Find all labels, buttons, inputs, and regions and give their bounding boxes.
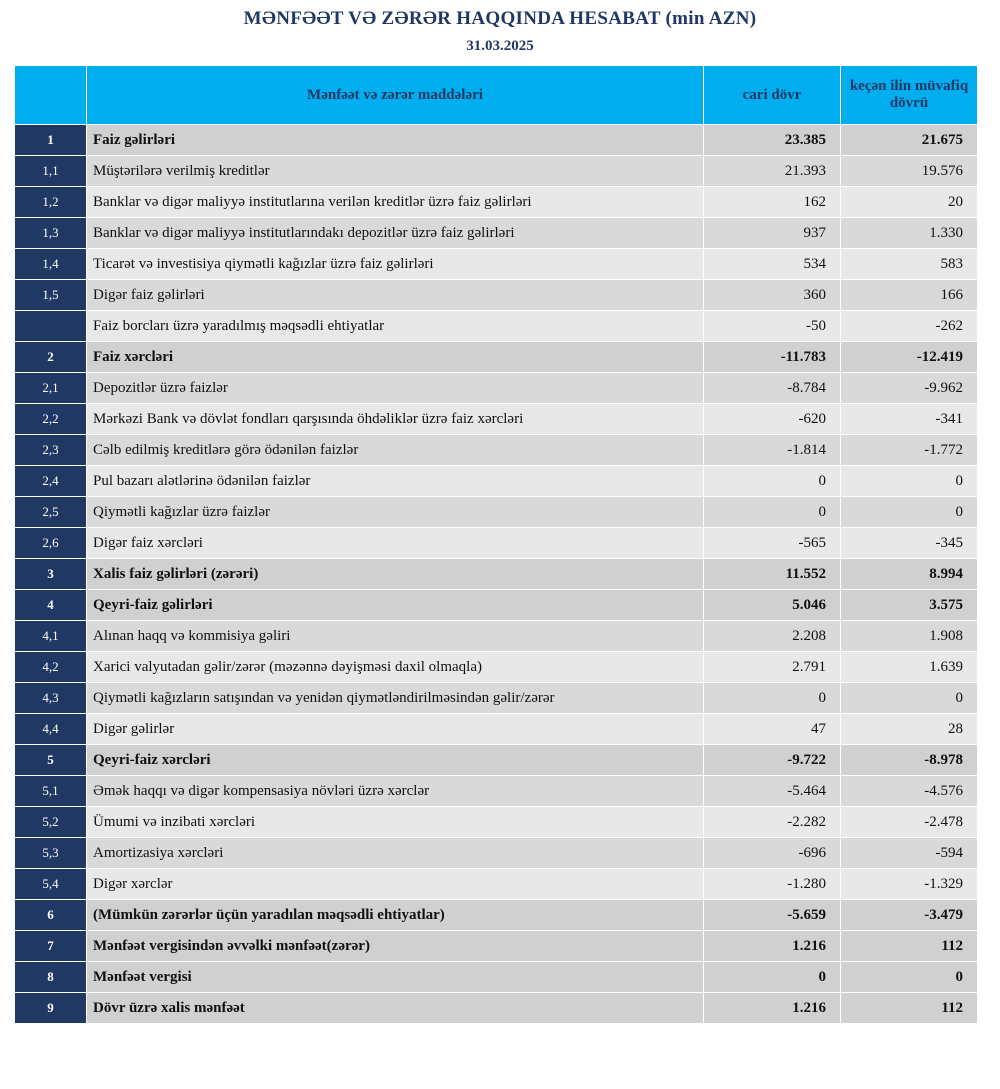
table-row bbox=[15, 745, 978, 776]
table-row bbox=[15, 993, 978, 1024]
row-value-current: -5.464 bbox=[704, 776, 841, 807]
row-label: Digər faiz xərcləri bbox=[87, 528, 704, 559]
row-value-current: -696 bbox=[704, 838, 841, 869]
row-value-previous: -3.479 bbox=[841, 900, 978, 931]
table-header bbox=[15, 66, 978, 125]
table-row bbox=[15, 900, 978, 931]
row-value-previous: 0 bbox=[841, 683, 978, 714]
table-row bbox=[15, 249, 978, 280]
row-value-current: 0 bbox=[704, 962, 841, 993]
row-label: Cəlb edilmiş kreditlərə görə ödənilən faizlər bbox=[87, 435, 704, 466]
table-body bbox=[15, 125, 978, 1024]
row-value-current: 0 bbox=[704, 466, 841, 497]
row-label: Faiz xərcləri bbox=[87, 342, 704, 373]
page-title: MƏNFƏƏT VƏ ZƏRƏR HAQQINDA HESABAT (min AZN) bbox=[243, 8, 757, 29]
row-value-current: 162 bbox=[704, 187, 841, 218]
table-row bbox=[15, 342, 978, 373]
row-label: Xalis faiz gəlirləri (zərəri) bbox=[87, 559, 704, 590]
row-label: Banklar və digər maliyyə institutlarındakı depozitlər üzrə faiz gəlirləri bbox=[87, 218, 704, 249]
row-label: Qeyri-faiz gəlirləri bbox=[87, 590, 704, 621]
row-value-previous: 19.576 bbox=[841, 156, 978, 187]
row-number: 1,2 bbox=[15, 187, 87, 218]
table-row bbox=[15, 156, 978, 187]
table-row bbox=[15, 187, 978, 218]
row-value-previous: -1.329 bbox=[841, 869, 978, 900]
row-number: 5 bbox=[15, 745, 87, 776]
row-label: Mərkəzi Bank və dövlət fondları qarşısında öhdəliklər üzrə faiz xərcləri bbox=[87, 404, 704, 435]
row-label: Faiz borcları üzrə yaradılmış məqsədli ehtiyatlar bbox=[87, 311, 704, 342]
column-header-item: Mənfəət və zərər maddələri bbox=[87, 66, 704, 125]
row-label: Amortizasiya xərcləri bbox=[87, 838, 704, 869]
report-date: 31.03.2025 bbox=[466, 38, 534, 54]
table-row bbox=[15, 528, 978, 559]
row-value-previous: 1.639 bbox=[841, 652, 978, 683]
table-row bbox=[15, 466, 978, 497]
row-number: 6 bbox=[15, 900, 87, 931]
row-number: 5,3 bbox=[15, 838, 87, 869]
row-number: 4,3 bbox=[15, 683, 87, 714]
row-value-previous: 3.575 bbox=[841, 590, 978, 621]
row-value-previous: -12.419 bbox=[841, 342, 978, 373]
table-row bbox=[15, 807, 978, 838]
row-value-previous: -262 bbox=[841, 311, 978, 342]
row-label: Xarici valyutadan gəlir/zərər (məzənnə dəyişməsi daxil olmaqla) bbox=[87, 652, 704, 683]
row-value-previous: 166 bbox=[841, 280, 978, 311]
row-value-current: 2.791 bbox=[704, 652, 841, 683]
profit-loss-table bbox=[14, 65, 978, 1024]
row-value-previous: -341 bbox=[841, 404, 978, 435]
row-value-previous: 112 bbox=[841, 993, 978, 1024]
row-number: 2,3 bbox=[15, 435, 87, 466]
table-row bbox=[15, 125, 978, 156]
row-value-previous: 20 bbox=[841, 187, 978, 218]
row-value-previous: 0 bbox=[841, 466, 978, 497]
table-row bbox=[15, 714, 978, 745]
row-value-current: -8.784 bbox=[704, 373, 841, 404]
row-value-previous: -9.962 bbox=[841, 373, 978, 404]
row-value-current: 47 bbox=[704, 714, 841, 745]
row-value-previous: 8.994 bbox=[841, 559, 978, 590]
table-row bbox=[15, 838, 978, 869]
row-value-current: -1.814 bbox=[704, 435, 841, 466]
row-number bbox=[15, 311, 87, 342]
row-number: 9 bbox=[15, 993, 87, 1024]
row-number: 1,1 bbox=[15, 156, 87, 187]
table-row bbox=[15, 373, 978, 404]
row-number: 1,5 bbox=[15, 280, 87, 311]
row-value-current: 5.046 bbox=[704, 590, 841, 621]
table-row bbox=[15, 962, 978, 993]
row-number: 2,5 bbox=[15, 497, 87, 528]
row-value-current: -50 bbox=[704, 311, 841, 342]
row-value-previous: -345 bbox=[841, 528, 978, 559]
row-value-current: -11.783 bbox=[704, 342, 841, 373]
row-value-previous: -1.772 bbox=[841, 435, 978, 466]
row-label: Digər gəlirlər bbox=[87, 714, 704, 745]
row-value-current: 937 bbox=[704, 218, 841, 249]
row-label: Depozitlər üzrə faizlər bbox=[87, 373, 704, 404]
row-value-previous: -8.978 bbox=[841, 745, 978, 776]
row-number: 5,1 bbox=[15, 776, 87, 807]
row-number: 4,4 bbox=[15, 714, 87, 745]
row-value-current: 360 bbox=[704, 280, 841, 311]
row-value-current: 1.216 bbox=[704, 993, 841, 1024]
row-number: 1,4 bbox=[15, 249, 87, 280]
row-value-previous: 112 bbox=[841, 931, 978, 962]
table-row bbox=[15, 311, 978, 342]
row-value-previous: 1.908 bbox=[841, 621, 978, 652]
row-value-previous: 1.330 bbox=[841, 218, 978, 249]
table-row bbox=[15, 652, 978, 683]
row-value-current: 11.552 bbox=[704, 559, 841, 590]
row-label: Müştərilərə verilmiş kreditlər bbox=[87, 156, 704, 187]
row-label: Qiymətli kağızlar üzrə faizlər bbox=[87, 497, 704, 528]
table-row bbox=[15, 497, 978, 528]
row-value-previous: -594 bbox=[841, 838, 978, 869]
row-label: Faiz gəlirləri bbox=[87, 125, 704, 156]
row-number: 5,2 bbox=[15, 807, 87, 838]
table-row bbox=[15, 435, 978, 466]
row-value-current: 21.393 bbox=[704, 156, 841, 187]
column-header-previous: keçən ilin müvafiq dövrü bbox=[841, 66, 978, 125]
row-number: 1 bbox=[15, 125, 87, 156]
row-number: 4 bbox=[15, 590, 87, 621]
row-label: Mənfəət vergisindən əvvəlki mənfəət(zərər) bbox=[87, 931, 704, 962]
row-value-previous: 0 bbox=[841, 962, 978, 993]
row-number: 2,2 bbox=[15, 404, 87, 435]
row-number: 2,4 bbox=[15, 466, 87, 497]
row-number: 7 bbox=[15, 931, 87, 962]
row-label: Ticarət və investisiya qiymətli kağızlar üzrə faiz gəlirləri bbox=[87, 249, 704, 280]
row-label: Digər xərclər bbox=[87, 869, 704, 900]
table-row bbox=[15, 404, 978, 435]
row-value-previous: 28 bbox=[841, 714, 978, 745]
table-row bbox=[15, 218, 978, 249]
row-value-current: -565 bbox=[704, 528, 841, 559]
row-value-current: -620 bbox=[704, 404, 841, 435]
row-value-current: 534 bbox=[704, 249, 841, 280]
row-value-previous: 21.675 bbox=[841, 125, 978, 156]
row-number: 2,6 bbox=[15, 528, 87, 559]
row-label: Pul bazarı alətlərinə ödənilən faizlər bbox=[87, 466, 704, 497]
row-value-previous: -2.478 bbox=[841, 807, 978, 838]
row-value-current: 0 bbox=[704, 683, 841, 714]
row-number: 4,2 bbox=[15, 652, 87, 683]
row-value-previous: 0 bbox=[841, 497, 978, 528]
row-label: Dövr üzrə xalis mənfəət bbox=[87, 993, 704, 1024]
row-value-current: 0 bbox=[704, 497, 841, 528]
column-header-number bbox=[15, 66, 87, 125]
table-row bbox=[15, 931, 978, 962]
row-value-current: -2.282 bbox=[704, 807, 841, 838]
row-number: 4,1 bbox=[15, 621, 87, 652]
table-row bbox=[15, 559, 978, 590]
row-label: Banklar və digər maliyyə institutlarına verilən kreditlər üzrə faiz gəlirləri bbox=[87, 187, 704, 218]
row-number: 2 bbox=[15, 342, 87, 373]
row-number: 8 bbox=[15, 962, 87, 993]
row-value-current: -1.280 bbox=[704, 869, 841, 900]
row-number: 2,1 bbox=[15, 373, 87, 404]
row-label: Mənfəət vergisi bbox=[87, 962, 704, 993]
row-value-current: -9.722 bbox=[704, 745, 841, 776]
row-value-current: -5.659 bbox=[704, 900, 841, 931]
row-label: Qeyri-faiz xərcləri bbox=[87, 745, 704, 776]
row-number: 5,4 bbox=[15, 869, 87, 900]
row-label: (Mümkün zərərlər üçün yaradılan məqsədli ehtiyatlar) bbox=[87, 900, 704, 931]
row-value-previous: 583 bbox=[841, 249, 978, 280]
table-row bbox=[15, 869, 978, 900]
row-label: Digər faiz gəlirləri bbox=[87, 280, 704, 311]
row-value-current: 2.208 bbox=[704, 621, 841, 652]
table-row bbox=[15, 776, 978, 807]
column-header-current: cari dövr bbox=[704, 66, 841, 125]
row-label: Qiymətli kağızların satışından və yenidən qiymətləndirilməsindən gəlir/zərər bbox=[87, 683, 704, 714]
row-label: Alınan haqq və kommisiya gəliri bbox=[87, 621, 704, 652]
table-row bbox=[15, 280, 978, 311]
row-value-current: 1.216 bbox=[704, 931, 841, 962]
row-number: 1,3 bbox=[15, 218, 87, 249]
row-value-previous: -4.576 bbox=[841, 776, 978, 807]
table-row bbox=[15, 590, 978, 621]
row-value-current: 23.385 bbox=[704, 125, 841, 156]
table-row bbox=[15, 683, 978, 714]
row-label: Ümumi və inzibati xərcləri bbox=[87, 807, 704, 838]
row-number: 3 bbox=[15, 559, 87, 590]
row-label: Əmək haqqı və digər kompensasiya növləri üzrə xərclər bbox=[87, 776, 704, 807]
table-row bbox=[15, 621, 978, 652]
